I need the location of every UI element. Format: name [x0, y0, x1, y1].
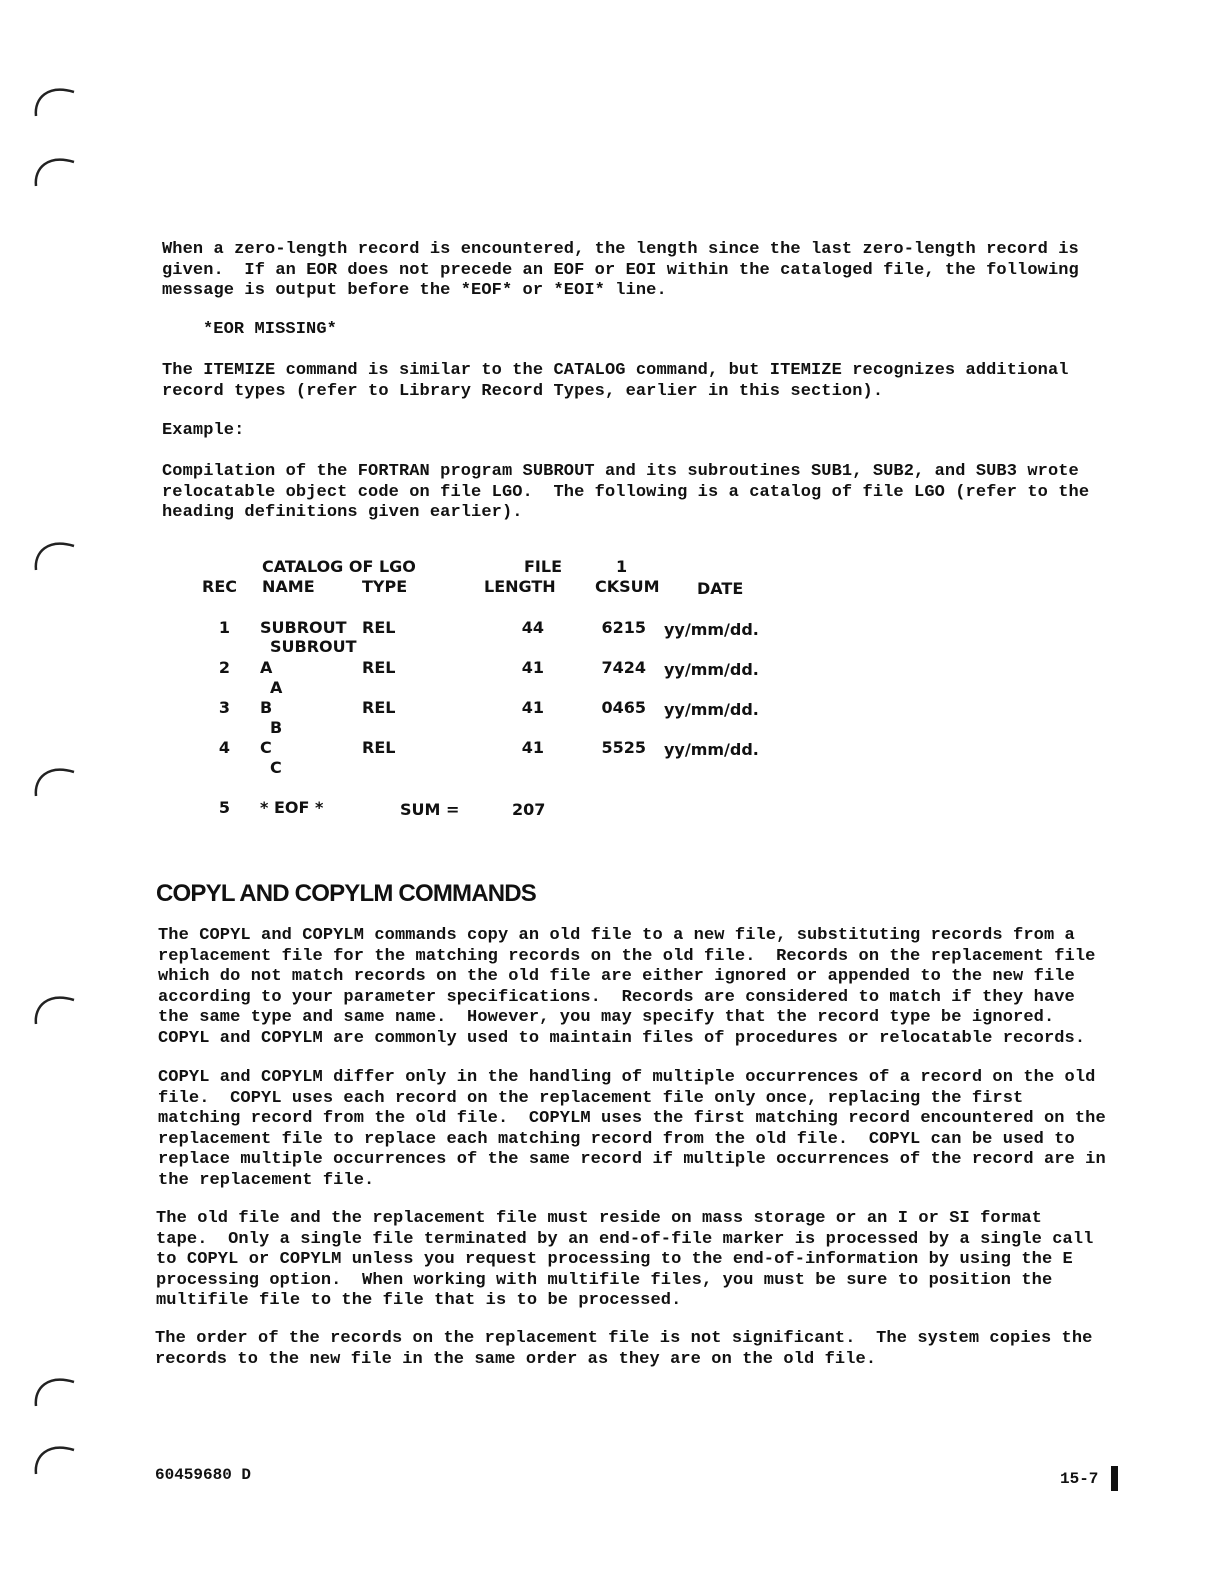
- row-type: REL: [362, 618, 396, 637]
- row-name: SUBROUT: [260, 618, 347, 637]
- example-label: Example:: [162, 421, 245, 440]
- row-length: 41: [521, 658, 544, 677]
- row-name: C: [260, 738, 272, 757]
- catalog-file-label: FILE: [524, 557, 563, 576]
- header-length: LENGTH: [484, 577, 556, 596]
- catalog-file-number: 1: [616, 557, 628, 576]
- binder-hole-mark: [30, 1368, 80, 1408]
- binder-hole-mark: [30, 148, 80, 188]
- row-date: yy/mm/dd.: [664, 660, 759, 679]
- intro-paragraph-itemize: The ITEMIZE command is similar to the CATALOG command, but ITEMIZE recognizes additional record types (refer to Library Record Types, earlier in this section).: [162, 361, 1069, 401]
- page-number: 15-7: [1060, 1470, 1099, 1488]
- copyl-paragraph-overview: The COPYL and COPYLM commands copy an old file to a new file, substituting records from a replacement file for the matching records on the old file. Records on the replacement file which do not match records on the old file are either ignored or appended to the new file according to your parameter specifications. Records are considered to match if they have the same type and same name. However, you may specify that the record type be ignored. COPYL and COPYLM are commonly used to maintain files of procedures or relocatable records.: [158, 926, 1096, 1048]
- eor-missing-message: *EOR MISSING*: [203, 320, 337, 339]
- row-date: yy/mm/dd.: [664, 620, 759, 639]
- binder-hole-mark: [30, 532, 80, 572]
- intro-paragraph-zero-length: When a zero-length record is encountered, the length since the last zero-length record is given. If an EOR does not precede an EOF or EOI within the cataloged file, the following message is output before the *EOF* or *EOI* line.: [162, 240, 1079, 300]
- header-name: NAME: [262, 577, 315, 596]
- change-bar: [1111, 1466, 1118, 1491]
- row-name: A: [260, 658, 273, 677]
- header-type: TYPE: [362, 577, 408, 596]
- row-length: 41: [521, 698, 544, 717]
- row-subname: C: [270, 758, 282, 777]
- row-cksum: 5525: [601, 738, 646, 757]
- row-name: B: [260, 698, 273, 717]
- copyl-paragraph-order: The order of the records on the replacement file is not significant. The system copies the records to the new file in the same order as they are on the old file.: [155, 1329, 1093, 1369]
- intro-paragraph-compilation: Compilation of the FORTRAN program SUBROUT and its subroutines SUB1, SUB2, and SUB3 wrote relocatable object code on file LGO. The following is a catalog of file LGO (refer to the heading definitions given earlier).: [162, 462, 1090, 522]
- section-heading: COPYL AND COPYLM COMMANDS: [156, 880, 537, 907]
- row-length: 41: [521, 738, 544, 757]
- eof-marker: * EOF *: [260, 798, 324, 817]
- row-subname: B: [270, 718, 283, 737]
- row-date: yy/mm/dd.: [664, 700, 759, 719]
- sum-label: SUM =: [400, 800, 460, 819]
- header-date: DATE: [697, 579, 744, 598]
- binder-hole-mark: [30, 78, 80, 118]
- row-type: REL: [362, 738, 396, 757]
- binder-hole-mark: [30, 758, 80, 798]
- row-date: yy/mm/dd.: [664, 740, 759, 759]
- row-cksum: 6215: [601, 618, 646, 637]
- binder-hole-mark: [30, 986, 80, 1026]
- row-rec: 1: [218, 618, 230, 637]
- header-cksum: CKSUM: [595, 577, 660, 596]
- row-rec: 3: [218, 698, 230, 717]
- binder-hole-mark: [30, 1436, 80, 1476]
- row-cksum: 0465: [601, 698, 646, 717]
- row-length: 44: [521, 618, 544, 637]
- row-subname: A: [270, 678, 283, 697]
- row-type: REL: [362, 658, 396, 677]
- copyl-paragraph-requirements: The old file and the replacement file must reside on mass storage or an I or SI format tape. Only a single file terminated by an end-of-file marker is processed by a single call to COPYL or COPYLM unless you request processing to the end-of-information by using the E processing option. When working with multifile files, you must be sure to position the multifile file to the file that is to be processed.: [156, 1209, 1094, 1310]
- row-rec: 4: [218, 738, 230, 757]
- catalog-title: CATALOG OF LGO: [262, 557, 416, 576]
- document-number: 60459680 D: [155, 1466, 252, 1484]
- sum-value: 207: [512, 800, 546, 819]
- row-cksum: 7424: [601, 658, 646, 677]
- row-subname: SUBROUT: [270, 637, 357, 656]
- header-rec: REC: [202, 577, 237, 596]
- row-rec: 5: [218, 798, 230, 817]
- row-rec: 2: [218, 658, 230, 677]
- copyl-paragraph-differences: COPYL and COPYLM differ only in the handling of multiple occurrences of a record on the old file. COPYL uses each record on the replacement file only once, replacing the first matching record from the old file. COPYLM uses the first matching record encountered on the replacement file to replace each matching record from the old file. COPYL can be used to replace multiple occurrences of the same record if multiple occurrences of the record are in the replacement file.: [158, 1068, 1106, 1190]
- row-type: REL: [362, 698, 396, 717]
